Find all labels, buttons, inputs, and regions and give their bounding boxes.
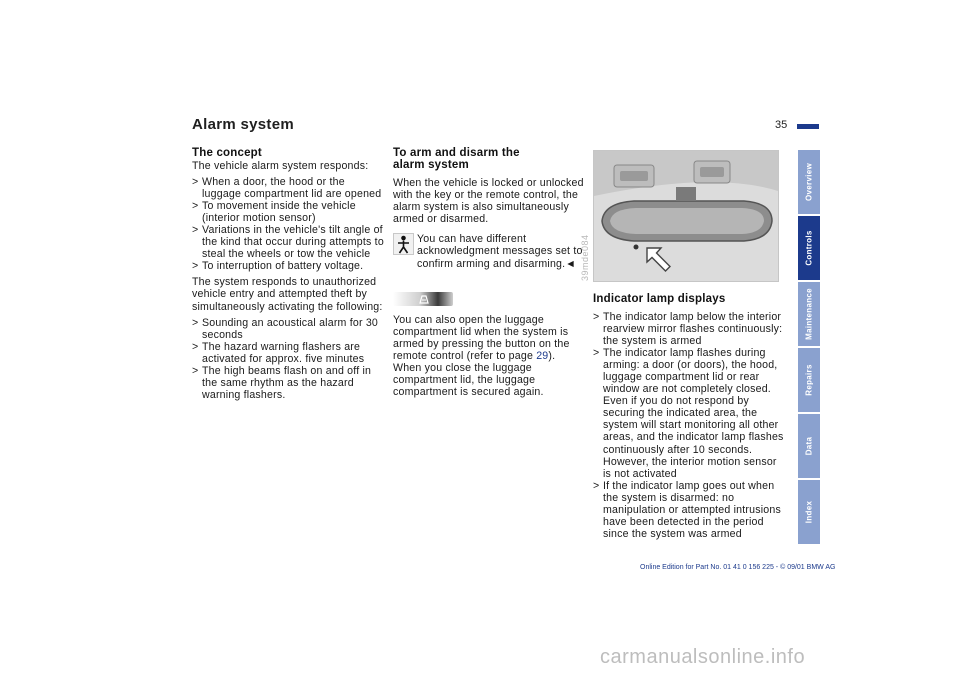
tab-repairs[interactable] [798,348,820,412]
page-title: Alarm system [192,116,294,133]
page-reference-link[interactable]: 29 [536,349,549,362]
note-block [393,233,585,269]
tab-maintenance[interactable] [798,282,820,346]
list-item: > Sounding an acoustical alarm for 30 seconds [192,317,387,341]
responds-list [192,176,387,273]
concept-intro: The vehicle alarm system responds: [192,159,369,172]
concept-heading: The concept [192,147,262,159]
tab-label: Index [804,500,814,524]
tab-controls[interactable] [798,216,820,280]
list-item: > To movement inside the vehicle (interior motion sensor) [192,200,387,224]
tab-data[interactable] [798,414,820,478]
car-trunk-icon [419,293,429,305]
tab-label: Controls [804,230,814,266]
actions-list [192,317,387,402]
footer-edition: Online Edition for Part No. 01 41 0 156 225 - © 09/01 BMW AG [640,564,836,571]
tab-label: Overview [804,163,814,201]
indicator-section [593,294,785,544]
list-item: > The hazard warning flashers are activated for approx. five minutes [192,341,387,365]
list-item: > The indicator lamp below the interior rearview mirror flashes continuously: the system is armed [593,311,785,347]
luggage-paragraph [393,314,585,399]
tab-overview[interactable] [798,150,820,214]
tab-label: Maintenance [804,288,814,340]
tab-index[interactable] [798,480,820,544]
page-number: 35 [775,119,788,131]
list-item: > To interruption of battery voltage. [192,260,387,272]
arm-intro: When the vehicle is locked or unlocked with the key or the remote control, the alarm system is also simultaneously armed or disarmed. [393,177,584,226]
luggage-lid-key-icon [393,292,453,306]
list-item: > The indicator lamp flashes during arming: a door (or doors), the hood, luggage compartment lid or rear window are not completely closed. Even if you do not respond by securing the indicated area, the system will start monitoring all other areas, and the indicator lamp flashes continuously after 10 seconds. However, the interior motion sensor is not activated [593,347,785,480]
mirror-photo [593,150,779,282]
arm-section [393,148,585,402]
section-tabs [798,150,820,546]
person-figure-icon [393,233,414,255]
note-text: You can have different acknowledgment messages set to confirm arming and disarming.◄ [417,233,583,270]
tab-label: Repairs [804,364,814,396]
indicator-heading: Indicator lamp displays [593,293,726,305]
mirror-illustration [594,151,778,281]
luggage-text-end: ). When you close the luggage compartment lid, the luggage compartment is secured again. [393,349,556,399]
watermark: carmanualsonline.info [600,646,806,668]
pointer-arrow-icon [644,245,674,275]
list-item: > The high beams flash on and off in the same rhythm as the hazard warning flashers. [192,365,387,401]
photo-code: 39mde084 [580,234,590,281]
response-intro: The system responds to unauthorized vehicle entry and attempted theft by simultaneously activating the following: [192,276,383,313]
page-number-marker [797,124,819,129]
tab-label: Data [804,436,814,456]
concept-section [192,148,387,405]
list-item: > When a door, the hood or the luggage compartment lid are opened [192,176,387,200]
luggage-text-start: You can also open the luggage compartment lid when the system is armed by pressing the button on the remote control (refer to page [393,313,570,362]
indicator-list [593,311,785,541]
arm-heading: To arm and disarm the alarm system [393,147,520,171]
list-item: > Variations in the vehicle's tilt angle of the kind that occur during attempts to steal the wheels or tow the vehicle [192,224,387,260]
list-item: > If the indicator lamp goes out when the system is disarmed: no manipulation or attempted intrusions have been detected in the period since the system was armed [593,480,785,540]
